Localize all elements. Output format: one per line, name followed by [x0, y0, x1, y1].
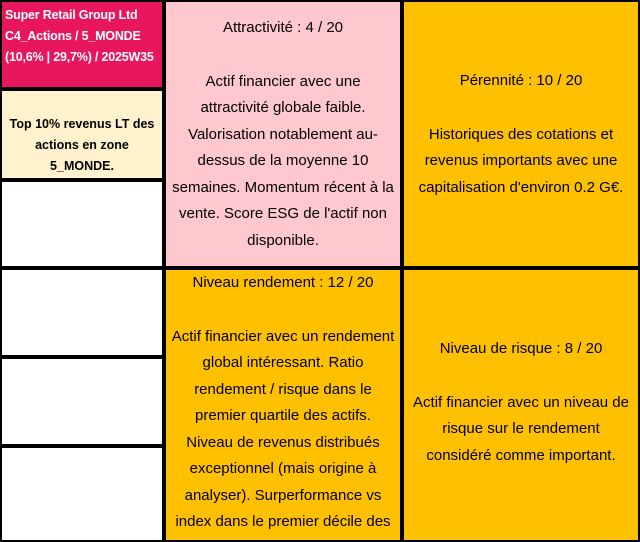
security-metrics: (10,6% | 29,7%) / 2025W35: [5, 50, 154, 64]
perennite-header: Pérennité : 10 / 20: [459, 72, 583, 89]
attractivite-cell: [164, 0, 402, 268]
empty-cell: [0, 446, 164, 542]
security-name: Super Retail Group Ltd: [5, 8, 138, 22]
empty-cell: [0, 268, 164, 357]
security-category: C4_Actions / 5_MONDE: [5, 29, 141, 43]
rendement-cell: [164, 268, 402, 542]
security-title-cell: [0, 0, 164, 89]
note-cell: [0, 89, 164, 180]
empty-cell: [0, 180, 164, 268]
attractivite-header: Attractivité : 4 / 20: [222, 19, 344, 36]
note-text: Top 10% revenus LT des actions en zone 5_MONDE.: [9, 117, 155, 173]
empty-cell: [0, 357, 164, 446]
risque-cell: [402, 268, 640, 542]
perennite-text: Historiques des cotations et revenus importants avec une capitalisation d'environ 0.2 G€.: [418, 125, 624, 196]
rendement-header: Niveau rendement : 12 / 20: [192, 274, 374, 291]
risque-text: Actif financier avec un niveau de risque sur le rendement considéré comme important.: [413, 393, 629, 464]
risque-header: Niveau de risque : 8 / 20: [439, 340, 603, 357]
perennite-cell: [402, 0, 640, 268]
attractivite-text: Actif financier avec une attractivité globale faible. Valorisation notablement au-dessus de la moyenne 10 semaines. Momentum récent à la vente. Score ESG de l'actif non disponible.: [172, 72, 394, 249]
rendement-text: Actif financier avec un rendement global intéressant. Ratio rendement / risque dans le premier quartile des actifs. Niveau de revenus distribués exceptionnel (mais origine à analyser). Surperformance vs index dans le premier décile des: [171, 327, 395, 530]
